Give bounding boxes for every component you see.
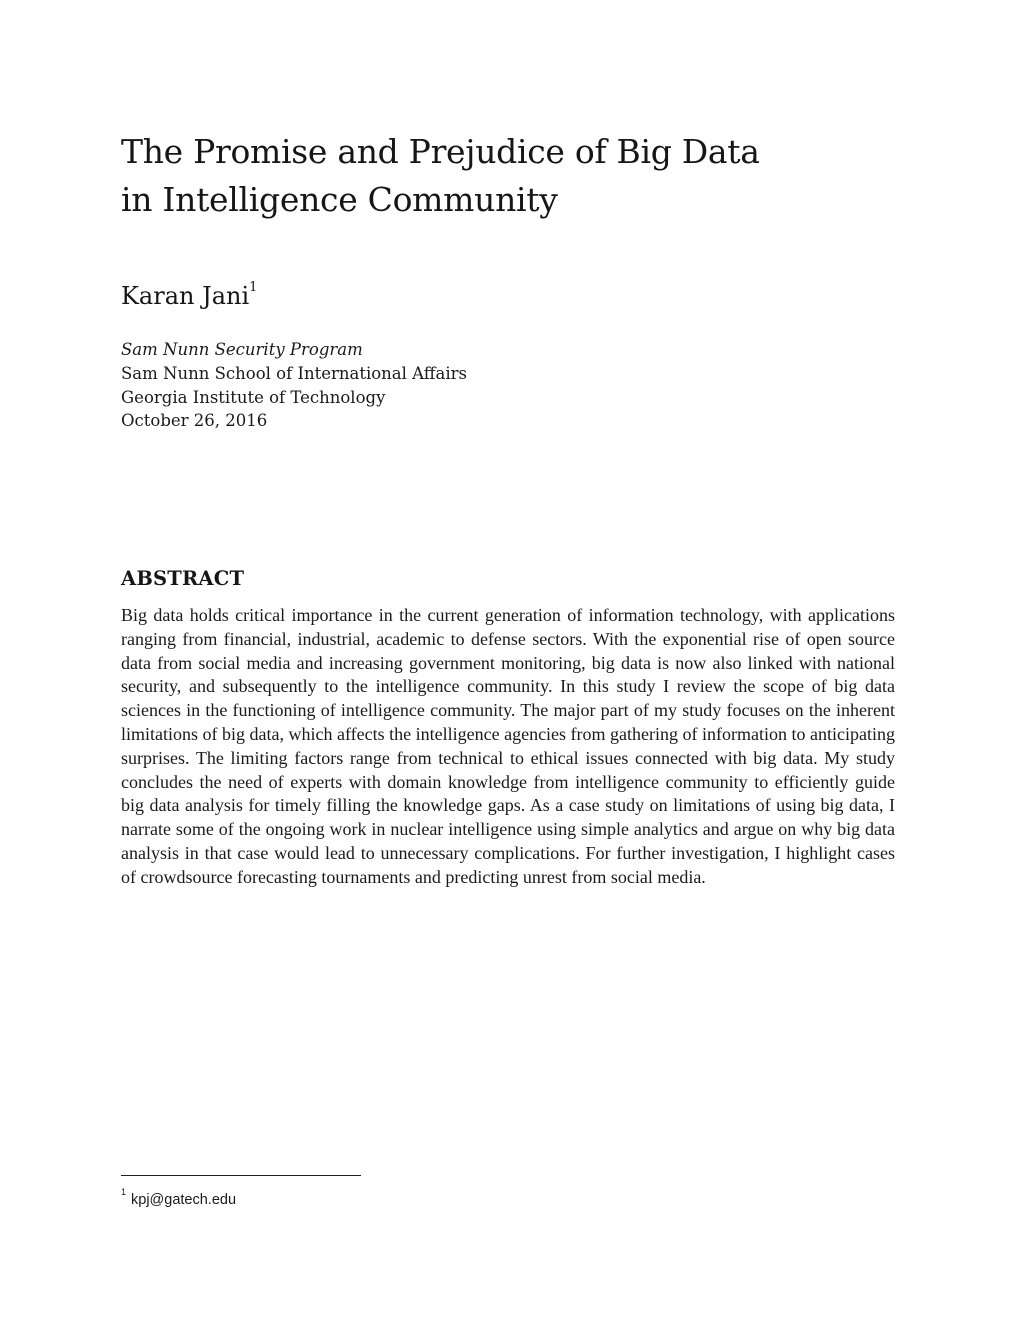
affiliation-block xyxy=(121,338,467,433)
paper-title-line-2: in Intelligence Community xyxy=(121,180,558,219)
affiliation-program: Sam Nunn Security Program xyxy=(121,340,363,359)
footnote-email: kpj@gatech.edu xyxy=(131,1191,237,1208)
author-name: Karan Jani xyxy=(121,282,250,310)
footnote xyxy=(121,1185,236,1210)
paper-title xyxy=(121,128,921,224)
author-name-block xyxy=(121,275,257,313)
abstract-text: Big data holds critical importance in the current generation of information technology, with applications ranging from financial, industrial, academic to defense sectors. With the exponential rise of open source data from social media and increasing government monitoring, big data is now also linked with national security, and subsequently to the intelligence community. In this study I review the scope of big data sciences in the functioning of intelligence community. The major part of my study focuses on the inherent limitations of big data, which affects the intelligence agencies from gathering of information to anticipating surprises. The limiting factors range from technical to ethical issues connected with big data. My study concludes the need of experts with domain knowledge from intelligence community to efficiently guide big data analysis for timely filling the knowledge gaps. As a case study on limitations of using big data, I narrate some of the ongoing work in nuclear intelligence using simple analytics and argue on why big data analysis in that case would lead to unnecessary complications. For further investigation, I highlight cases of crowdsource forecasting tournaments and predicting unrest from social media. xyxy=(121,605,895,887)
affiliation-institute: Georgia Institute of Technology xyxy=(121,387,386,407)
paper-title-line-1: The Promise and Prejudice of Big Data xyxy=(121,132,760,171)
affiliation-school: Sam Nunn School of International Affairs xyxy=(121,363,467,383)
author-footnote-mark: 1 xyxy=(249,280,258,295)
abstract-heading: ABSTRACT xyxy=(121,567,245,590)
publication-date: October 26, 2016 xyxy=(121,411,268,431)
footnote-mark: 1 xyxy=(121,1187,127,1197)
footnote-separator xyxy=(121,1175,361,1176)
